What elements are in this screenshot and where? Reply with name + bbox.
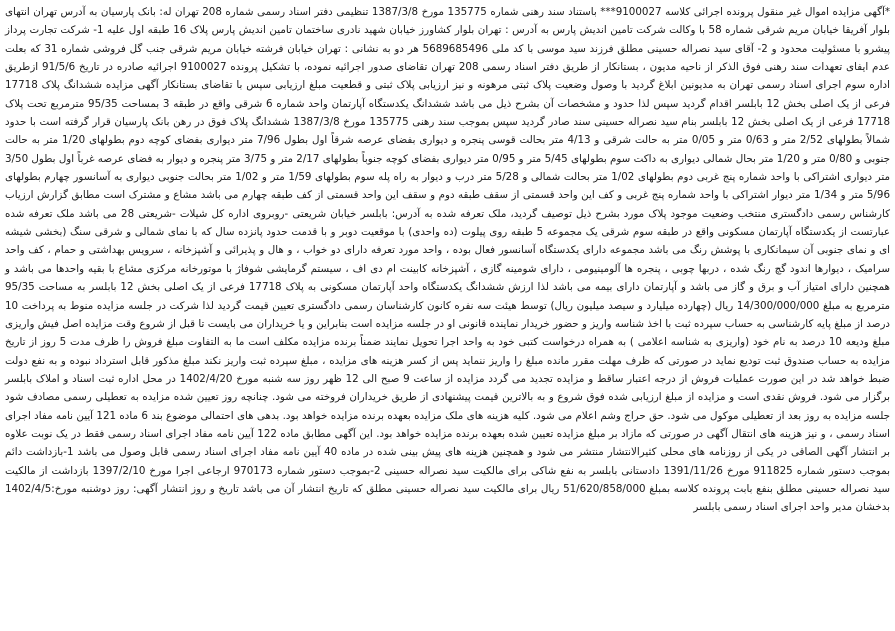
auction-notice-body: *آگهی مزایده اموال غیر منقول پرونده اجرائی کلاسه 9100027*** باستناد سند رهنی شماره 135775 مورخ 1387/3/8 تنظیمی دفتر اسناد رسمی شماره 208 تهران له: بانک پارسیان به آدرس تهران انتهای بلوار آفریقا خیابان مریم شرقی شماره 58 با وکالت شرکت تامین اندیش پارس به آدرس : تهران بلوار کشاورز خیابان شهید نادری ساختمان تامین اندیش پارس پلاک 16 طبقه اول علیه 1- شرکت تجارت پرداز پیشرو با مسئولیت محدود و 2- آقای سید نصراله حسینی مطلق فرزند سید موسی با کد ملی 5689685496 هر دو به نشانی : تهران خیابان فرشته خیابان مریم شرقی جنب گل فروشی شماره 31 که بعلت عدم ایفای تعهدات سند رهنی فوق الذکر از ناحیه مدیون ، بستانکار از طریق دفتر اسناد رسمی 208 تهران تقاضای صدور اجرائیه نموده، با تشکیل پرونده 9100027 اجرائیه صادره در تاریخ 91/5/6 ازطریق اداره سوم اجرای اسناد رسمی تهران به مدیونین ابلاغ گردید با وصول وضعیت پلاک ثبتی مرهونه و نیز ارزیابی پلاک ثبتی و قطعیت مبلغ ارزیابی سپس با تقاضای بستانکار آگهی مزایده ششدانگ پلاک 17718 فرعی از یک اصلی بخش 12 بابلسر اقدام گردید سپس لذا حدود و مشخصات آن بشرح ذیل می باشد ششدانگ یکدستگاه آپارتمان واحد شماره 6 شرقی واقع در طبقه 3 بمساحت 95/35 مترمربع تحت پلاک 17718 فرعی از یک اصلی بخش 12 بابلسر بنام سید نصراله حسینی سند صادر گردید سپس بموجب سند رهنی 135775 مورخ 1387/3/8 ششدانگ پلاک فوق در رهن بانک پارسیان قرار گرفته است با حدود شمالاً بطولهای 2/52 متر و 0/63 متر و 0/05 متر به حالت شرقی و 4/13 متر بحالت قوسی پنجره و دیواری بفضای عرصه شرقاً اول بطول 7/96 متر دیواری بفضای کوچه دوم بطولهای 1/20 متر به حالت جنوبی و 0/80 متر و 1/20 متر بحال شمالی دیواری به داکت سوم بطولهای 5/45 متر و 0/95 متر دیواری بفضای کوچه جنوباً بطولهای 2/17 متر و 3/75 متر پنجره و دیوار به فضای عرصه غرباً اول بطول 3/50 متر دیواری اشتراکی با واحد شماره پنج غربی دوم بطولهای 1/02 متر بحالت شمالی و 5/28 متر درب و دیوار به راه پله سوم بطولهای 1/59 متر و 1/02 متر بحالت جنوبی دیواری به آسانسور چهارم بطولهای 5/96 متر و 1/34 متر دیوار اشتراکی با واحد شماره پنج غربی و کف این واحد قسمتی از سقف طبقه دوم و سقف این واحد قسمتی از کف طبقه چهارم می باشد مشاع و مشترک است مطابق گزارش ارزیاب کارشناس رسمی دادگستری منتخب وضعیت موجود پلاک مورد بشرح ذیل توصیف گردید، ملک تعرفه شده به آدرس: بابلسر خیابان شریعتی -روبروی اداره کل شیلات -شریعتی 28 می باشد ملک تعرفه شده عبارتست از یکدستگاه آپارتمان مسکونی واقع در طبقه سوم شرقی یک مجموعه 5 طبقه روی پیلوت (ده واحدی) با موقعیت دوبر و با قدمت حدود پانزده سال که با نمای شمالی و شرقی سنگ (بخشی شیشه ای و نمای جنوبی آن سیمانکاری با پوشش رنگ می باشد مجموعه دارای یکدستگاه آسانسور فعال بوده ، واحد مورد تعرفه دارای دو خواب ، و هال و پذیرائی و آشپزخانه ، سرویس بهداشتی و حمام ، کف واحد سرامیک ، دیوارها اندود گچ رنگ شده ، دربها چوبی ، پنجره ها آلومینیومی ، دارای شومینه گازی ، آشپزخانه کابینت ام دی اف ، سیستم گرمایشی شوفاژ با موتورخانه مرکزی مشاع با بقیه واحدها می باشد و همچنین دارای امتیاز آب و برق و گاز می باشد و آپارتمان دارای بیمه می باشد لذا ارزش ششدانگ یکدستگاه واحد آپارتمان مسکونی به پلاک 17718 فرعی از یک اصلی بخش 12 بابلسر به مساحت 95/35 مترمربع به مبلغ 14/300/000/000 ریال (چهارده میلیارد و سیصد میلیون ریال) توسط هیئت سه نفره کانون کارشناسان رسمی دادگستری تعیین قیمت گردید لذا شرکت در جلسه مزایده منوط به پرداخت 10 درصد از مبلغ پایه کارشناسی به حساب سپرده ثبت با اخذ شناسه واریز و حضور خریدار نماینده قانونی او در جلسه مزایده است بنابراین و یا خریداران می بایست تا قبل از شروع وقت مزایده اصل فیش واریزی مبلغ ودیعه 10 درصد به نام خود (واریزی به شناسه اعلامی ) به همراه درخواست کتبی خود به واحد اجرا تحویل نمایند ضمناً برنده مزایده مکلف است ما به التفاوت مبلغ فروش را ظرف مدت 5 روز از تاریخ مزایده به حساب صندوق ثبت تودیع نماید در صورتی که ظرف مهلت مقرر مانده مبلغ را واریز ننماید پس از کسر هزینه های مزایده ، مبلغ سپرده ثبت واریز نکند مبلغ مذکور قابل استرداد نبوده و به نفع دولت ضبط خواهد شد در این صورت عملیات فروش از درجه اعتبار ساقط و مزایده تجدید می گردد مزایده از ساعت 9 صبح الی 12 ظهر روز سه شنبه مورخ 1402/4/20 در محل اداره ثبت اسناد و املاک بابلسر برگزار می شود. فروش نقدی است و مزایده از مبلغ ارزیابی شده فوق شروع و به بالاترین قیمت پیشنهادی از طریق خریداران فروخته می شود. چنانچه روز تعیین شده مزایده به تعطیلی رسمی مصادف شود جلسه مزایده به روز بعد از تعطیلی موکول می شود. حق حراج وشم اعلام می شود. کلیه هزینه های ملک مزایده بعهده برنده مزایده خواهد بود. بدهی های احتمالی موضوع بند 6 ماده 121 آیین نامه مفاد اجرای اسناد رسمی ، و نیز هزینه های انتقال آگهی در صورتی که مازاد بر مبلغ مزایده تعیین شده بعهده برنده مزایده خواهد بود. این آگهی مطابق ماده 122 آیین نامه مفاد اجرای اسناد رسمی فقط در یک نوبت علاوه بر انتشار آگهی الصاقی در یکی از روزنامه های محلی کثیرالانتشار منتشر می شود و همچنین هزینه های پیش بینی شده در ماده 40 آیین نامه مفاد اجرای اسناد رسمی قابل وصول می باشد 1-بازداشت دائم بموجب دستور شماره 911825 مورخ 1391/11/26 دادستانی بابلسر به نفع شاکی برای مالکیت سید نصراله حسینی 2-بموجب دستور شماره 970173 ارجاعی اجرا مورخ 1397/2/10 بازداشت از مالکیت سید نصراله حسینی مطلق بنفع بابت پرونده کلاسه بمبلغ 51/620/858/000 ریال برای مالکیت سید نصراله حسینی مطلق که تاریخ انتشار آن می باشد تاریخ و روز انتشار آگهی: روز دوشنبه مورخ:1402/4/5 بدخشان مدیر واحد اجرای اسناد رسمی بابلسر <box>5 6 891 514</box>
